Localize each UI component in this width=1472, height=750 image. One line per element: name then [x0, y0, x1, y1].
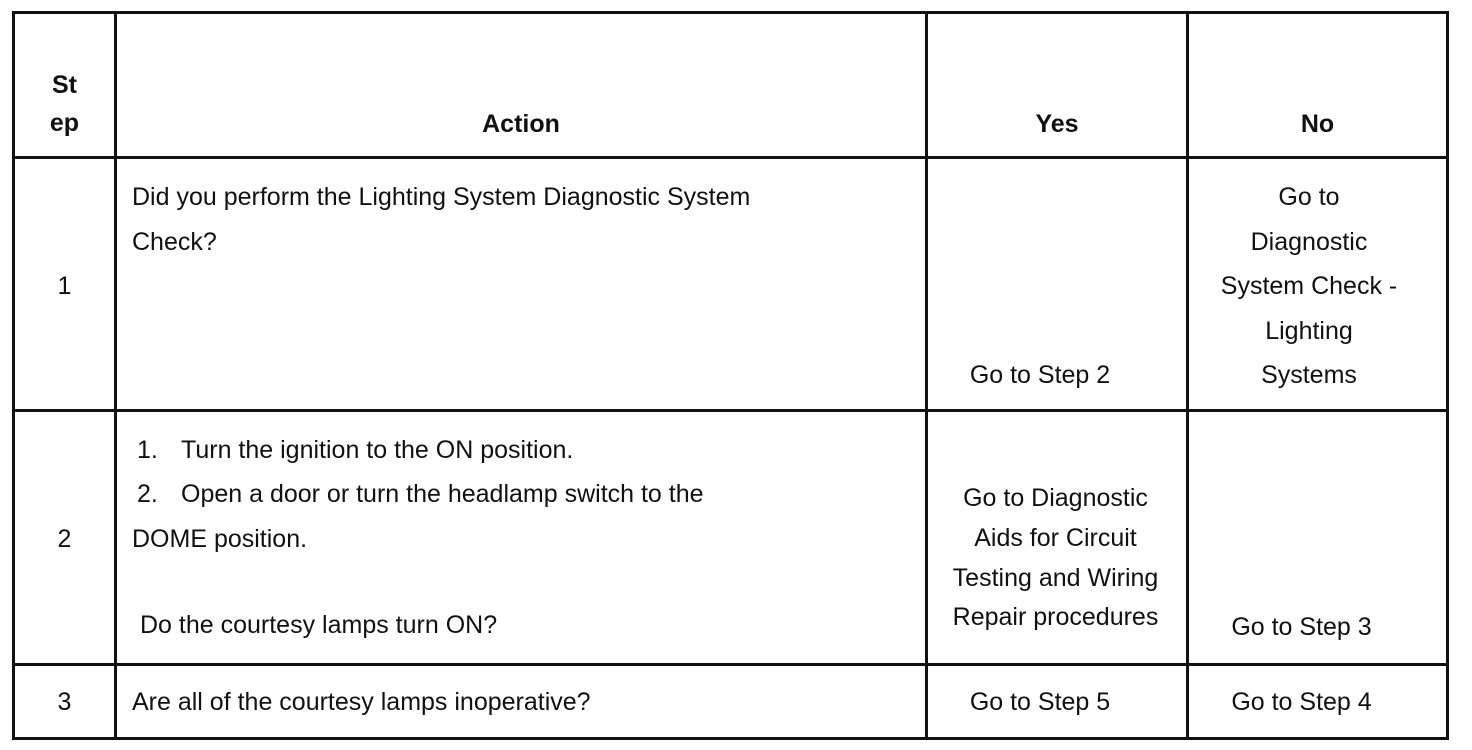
header-step-line1: St	[52, 71, 77, 99]
row2-yes	[928, 478, 1183, 636]
header-step	[15, 66, 114, 142]
row2-item2-text: Open a door or turn the headlamp switch to the	[181, 480, 704, 508]
row2-yes-line1: Go to Diagnostic	[963, 484, 1148, 512]
row2-no: Go to Step 3	[1231, 613, 1372, 641]
table-border-right	[1446, 11, 1449, 740]
row1-no-line1: Go to	[1278, 183, 1340, 211]
row1-action-line1: Did you perform the Lighting System Diagnostic System	[132, 183, 751, 211]
row1-no	[1189, 175, 1429, 398]
row2-yes-line3: Testing and Wiring	[952, 564, 1159, 592]
row1-no-line2: Diagnostic	[1250, 228, 1368, 256]
row2-yes-line2: Aids for Circuit	[974, 524, 1137, 552]
row-divider-2	[12, 663, 1449, 666]
row3-action: Are all of the courtesy lamps inoperative?	[132, 688, 591, 716]
row3-step: 3	[57, 688, 72, 716]
row1-action-line2: Check?	[132, 228, 217, 256]
header-action: Action	[482, 110, 560, 138]
row1-no-line5: Systems	[1261, 361, 1357, 389]
row1-no-line3: System Check -	[1220, 272, 1398, 300]
row-divider-1	[12, 409, 1449, 412]
row3-no: Go to Step 4	[1231, 688, 1372, 716]
row2-question: Do the courtesy lamps turn ON?	[140, 611, 498, 639]
row2-item2-num: 2.	[137, 480, 158, 508]
row1-step: 1	[57, 272, 72, 300]
row2-item1-num: 1.	[137, 436, 158, 464]
row3-yes: Go to Step 5	[969, 688, 1111, 716]
row2-step: 2	[57, 525, 72, 553]
row2-item1-text: Turn the ignition to the ON position.	[181, 436, 574, 464]
table-border-bottom	[12, 737, 1449, 740]
header-divider	[12, 156, 1449, 159]
header-yes: Yes	[1035, 110, 1079, 138]
row1-no-line4: Lighting	[1265, 317, 1353, 345]
row2-yes-line4: Repair procedures	[952, 603, 1159, 631]
row2-item2-cont: DOME position.	[132, 525, 308, 553]
row1-yes: Go to Step 2	[969, 361, 1111, 389]
header-no: No	[1300, 110, 1335, 138]
table-border-top	[12, 11, 1449, 14]
header-step-line2: ep	[49, 109, 80, 137]
